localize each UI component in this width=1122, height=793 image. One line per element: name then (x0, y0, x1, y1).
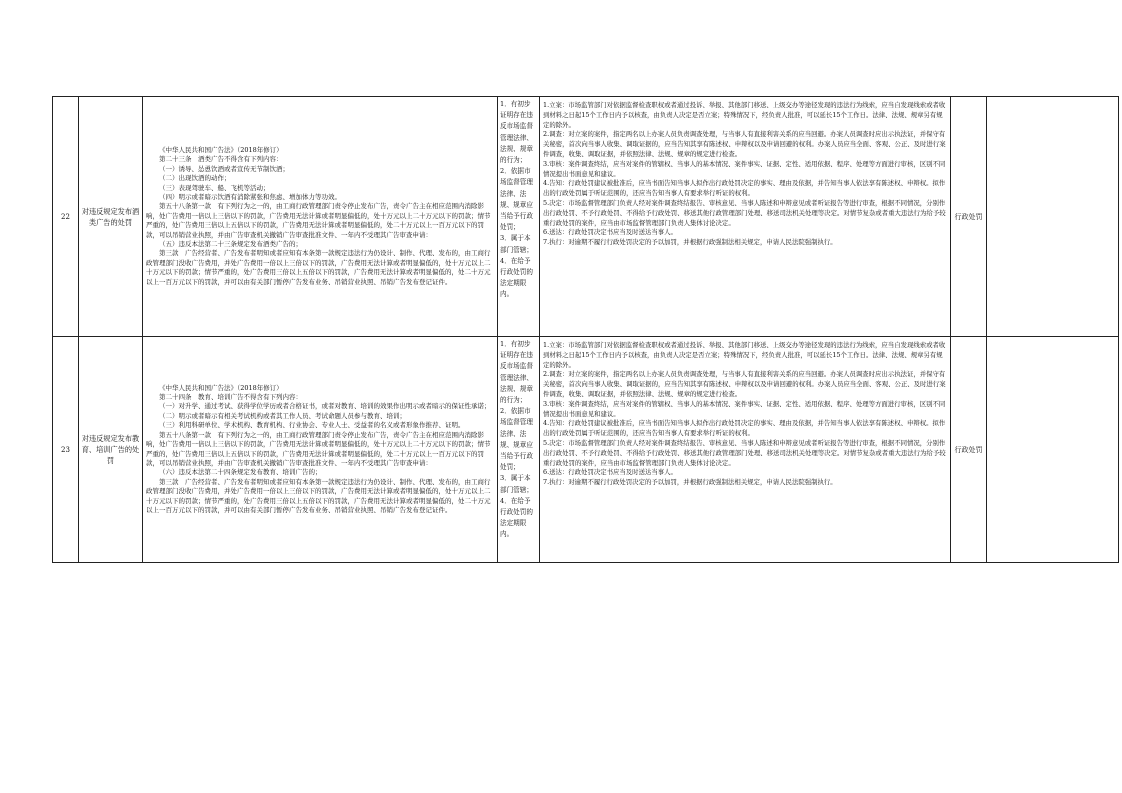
item-name: 对违反规定发布酒类广告的处罚 (79, 97, 143, 337)
empty-cell (987, 97, 1119, 337)
legal-basis: 《中华人民共和国广告法》（2018年修订） 第二十四条 教育、培训广告不得含有下列内容： （一）对升学、通过考试、获得学位学历或者合格证书，或者对教育、培训的效果作出明示或者暗示的保证性承诺； （二）明示或者暗示有相关考试机构或者其工作人员、考试命题人员参与教育、培训； （三）利用科研单位、学术机构、教育机构、行业协会、专业人士、受益者的名义或者形象作推荐、证明。 第五十八条第一款 有下列行为之一的，由工商行政管理部门责令停止发布广告，责令广告主在相应范围内消除影响，处广告费用一倍以上三倍以下的罚款，广告费用无法计算或者明显偏低的，处十万元以上二十万元以下的罚款；情节严重的，处广告费用三倍以上五倍以下的罚款，广告费用无法计算或者明显偏低的，处二十万元以上一百万元以下的罚款，可以吊销营业执照，并由广告审查机关撤销广告审查批准文件、一年内不受理其广告审查申请： （六）违反本法第二十四条规定发布教育、培训广告的； 第三款 广告经营者、广告发布者明知或者应知有本条第一款规定违法行为仍设计、制作、代理、发布的，由工商行政管理部门没收广告费用，并处广告费用一倍以上三倍以下的罚款，广告费用无法计算或者明显偏低的，处十万元以上二十万元以下的罚款；情节严重的，处广告费用三倍以上五倍以下的罚款，广告费用无法计算或者明显偏低的，处二十万元以上一百万元以下的罚款，并可以由有关部门暂停广告发布业务、吊销营业执照、吊销广告发布登记证件。 (143, 337, 498, 563)
power-list-table (52, 96, 1119, 563)
filing-conditions: 1．有初步证明存在违反市场监督管理法律、法规、规章的行为； 2．依据市场监督管理法律、法规、规章应当给予行政处罚； 3．属于本部门管辖； 4．在给予行政处罚的法定期限内。 (498, 97, 540, 337)
legal-basis: 《中华人民共和国广告法》（2018年修订） 第二十三条 酒类广告不得含有下列内容： （一）诱导、怂恿饮酒或者宣传无节制饮酒； （二）出现饮酒的动作； （三）表现驾驶车、船、飞机等活动； （四）明示或者暗示饮酒有消除紧张和焦虑、增加体力等功效。 第五十八条第一款 有下列行为之一的，由工商行政管理部门责令停止发布广告，责令广告主在相应范围内消除影响，处广告费用一倍以上三倍以下的罚款，广告费用无法计算或者明显偏低的，处十万元以上二十万元以下的罚款；情节严重的，处广告费用三倍以上五倍以下的罚款，广告费用无法计算或者明显偏低的，处二十万元以上一百万元以下的罚款，可以吊销营业执照，并由广告审查机关撤销广告审查批准文件、一年内不受理其广告审查申请： （五）违反本法第二十三条规定发布酒类广告的； 第三款 广告经营者、广告发布者明知或者应知有本条第一款规定违法行为仍设计、制作、代理、发布的，由工商行政管理部门没收广告费用，并处广告费用一倍以上三倍以下的罚款，广告费用无法计算或者明显偏低的，处十万元以上二十万元以下的罚款；情节严重的，处广告费用三倍以上五倍以下的罚款，广告费用无法计算或者明显偏低的，处二十万元以上一百万元以下的罚款，并可以由有关部门暂停广告发布业务、吊销营业执照、吊销广告发布登记证件。 (143, 97, 498, 337)
item-category: 行政处罚 (951, 97, 987, 337)
procedure-steps: 1.立案：市场监管部门对依据监督检查职权或者通过投诉、举报、其他部门移送、上级交办等途径发现的违法行为线索，应当自发现线索或者收到材料之日起15个工作日内予以核查，由负责人决定是否立案；特殊情况下，经负责人批准，可以延长15个工作日。法律、法规、规章另有规定的除外。 2.调查：对立案的案件，指定两名以上办案人员负责调查处理，与当事人有直接利害关系的应当回避。办案人员调查时应出示执法证，并保守有关秘密，首次向当事人收集、调取证据的，应当告知其享有陈述权、申辩权以及申请回避的权利。办案人员应当全面、客观、公正、及时进行案件调查，收集、调取证据，并依照法律、法规、规章的规定进行检查。 3.审核：案件调查终结，应当对案件的管辖权、当事人的基本情况、案件事实、证据、定性、适用依据、程序、处理等方面进行审核，区别不同情况提出书面意见和建议。 4.告知：行政处罚建议被批准后，应当书面告知当事人拟作出行政处罚决定的事实、理由及依据，并告知当事人依法享有陈述权、申辩权。拟作出的行政处罚属于听证范围的，还应当告知当事人有要求举行听证的权利。 5.决定：市场监督管理部门负责人经对案件调查终结报告、审核意见、当事人陈述和申辩意见或者听证报告等进行审查，根据不同情况，分别作出行政处罚、不予行政处罚、不得给予行政处罚、移送其他行政管理部门处理、移送司法机关处理等决定。对情节复杂或者重大违法行为给予较重行政处罚的案件，应当由市场监督管理部门负责人集体讨论决定。 6.送达：行政处罚决定书应当及时送达当事人。 7.执行：对逾期不履行行政处罚决定的予以加罚，并根据行政强制法相关规定，申请人民法院强制执行。 (540, 337, 951, 563)
table-row (53, 337, 1119, 563)
row-number: 22 (53, 97, 79, 337)
item-category: 行政处罚 (951, 337, 987, 563)
filing-conditions: 1．有初步证明存在违反市场监督管理法律、法规、规章的行为； 2．依据市场监督管理法律、法规、规章应当给予行政处罚； 3．属于本部门管辖； 4．在给予行政处罚的法定期限内。 (498, 337, 540, 563)
row-number: 23 (53, 337, 79, 563)
item-name: 对违反规定发布教育、培训广告的处罚 (79, 337, 143, 563)
table-row (53, 97, 1119, 337)
procedure-steps: 1.立案：市场监管部门对依据监督检查职权或者通过投诉、举报、其他部门移送、上级交办等途径发现的违法行为线索，应当自发现线索或者收到材料之日起15个工作日内予以核查，由负责人决定是否立案；特殊情况下，经负责人批准，可以延长15个工作日。法律、法规、规章另有规定的除外。 2.调查：对立案的案件，指定两名以上办案人员负责调查处理，与当事人有直接利害关系的应当回避。办案人员调查时应出示执法证，并保守有关秘密，首次向当事人收集、调取证据的，应当告知其享有陈述权、申辩权以及申请回避的权利。办案人员应当全面、客观、公正、及时进行案件调查，收集、调取证据，并依照法律、法规、规章的规定进行检查。 3.审核：案件调查终结，应当对案件的管辖权、当事人的基本情况、案件事实、证据、定性、适用依据、程序、处理等方面进行审核，区别不同情况提出书面意见和建议。 4.告知：行政处罚建议被批准后，应当书面告知当事人拟作出行政处罚决定的事实、理由及依据，并告知当事人依法享有陈述权、申辩权。拟作出的行政处罚属于听证范围的，还应当告知当事人有要求举行听证的权利。 5.决定：市场监督管理部门负责人经对案件调查终结报告、审核意见、当事人陈述和申辩意见或者听证报告等进行审查，根据不同情况，分别作出行政处罚、不予行政处罚、不得给予行政处罚、移送其他行政管理部门处理、移送司法机关处理等决定。对情节复杂或者重大违法行为给予较重行政处罚的案件，应当由市场监督管理部门负责人集体讨论决定。 6.送达：行政处罚决定书应当及时送达当事人。 7.执行：对逾期不履行行政处罚决定的予以加罚，并根据行政强制法相关规定，申请人民法院强制执行。 (540, 97, 951, 337)
empty-cell (987, 337, 1119, 563)
